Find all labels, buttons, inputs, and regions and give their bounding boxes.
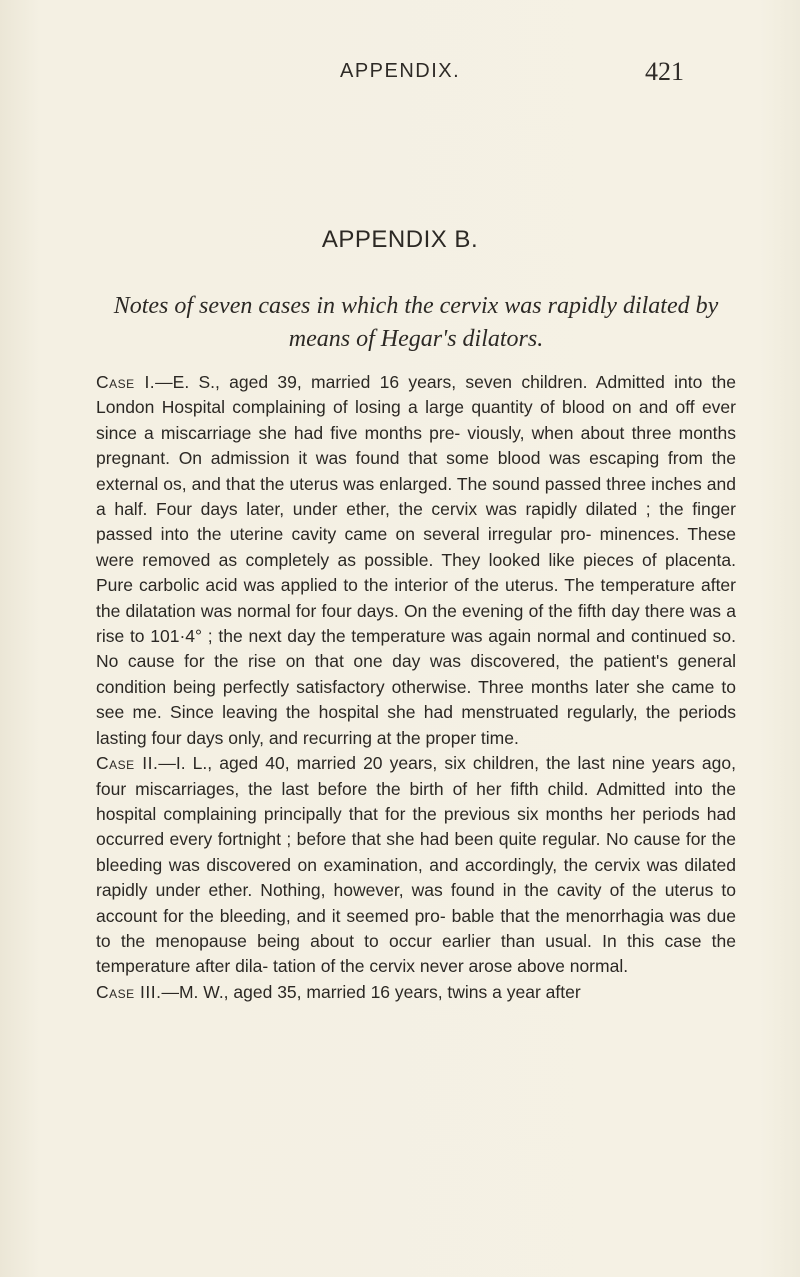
case-label: Case III. [96, 981, 162, 1002]
running-title: APPENDIX. [340, 60, 461, 82]
case-text: —E. S., aged 39, married 16 years, seven children. Admitted into the London Hospital complaining of losing a large quantity of blood on and off ever since a miscarriage she had five months pre- viously, when about three months pregnant. On admission it was found that some blood was escaping from the external os, and that the uterus was enlarged. The sound passed three inches and a half. Four days later, under ether, the cervix was rapidly dilated ; the finger passed into the uterine cavity came on several irregular pro- minences. These were removed as completely as possible. They looked like pieces of placenta. Pure carbolic acid was applied to the interior of the uterus. The temperature after the dilatation was normal for four days. On the evening of the fifth day there was a rise to 101·4° ; the next day the temperature was again normal and continued so. No cause for the rise on that one day was discovered, the patient's general condition being perfectly satisfactory otherwise. Three months later she came to see me. Since leaving the hospital she had menstruated regularly, the periods lasting four days only, and recurring at the proper time. [96, 372, 736, 748]
section-title: APPENDIX B. [321, 226, 479, 253]
case-paragraph-3 [96, 980, 736, 1005]
case-paragraph-2 [96, 751, 736, 980]
case-text: —I. L., aged 40, married 20 years, six children, the last nine years ago, four miscarriages, the last before the birth of her fifth child. Admitted into the hospital complaining principally that for the previous six months her periods had occurred every fortnight ; before that she had been quite regular. No cause for the bleeding was discovered on examination, and accordingly, the cervix was dilated rapidly under ether. Nothing, however, was found in the cavity of the uterus to account for the bleeding, and it seemed pro- bable that the menorrhagia was due to the menopause being about to occur earlier than usual. In this case the temperature after dila- tation of the cervix never arose above normal. [96, 753, 736, 977]
case-notes [96, 370, 736, 1005]
case-label: Case I. [96, 372, 156, 392]
running-head [0, 57, 800, 90]
section-subtitle: Notes of seven cases in which the cervix was rapidly dilated by means of Hegar's dilators. [113, 293, 719, 352]
case-label: Case II. [96, 753, 159, 774]
case-paragraph-1 [96, 370, 736, 751]
case-text: —M. W., aged 35, married 16 years, twins a year after [161, 981, 581, 1002]
page-number: 421 [645, 57, 684, 86]
